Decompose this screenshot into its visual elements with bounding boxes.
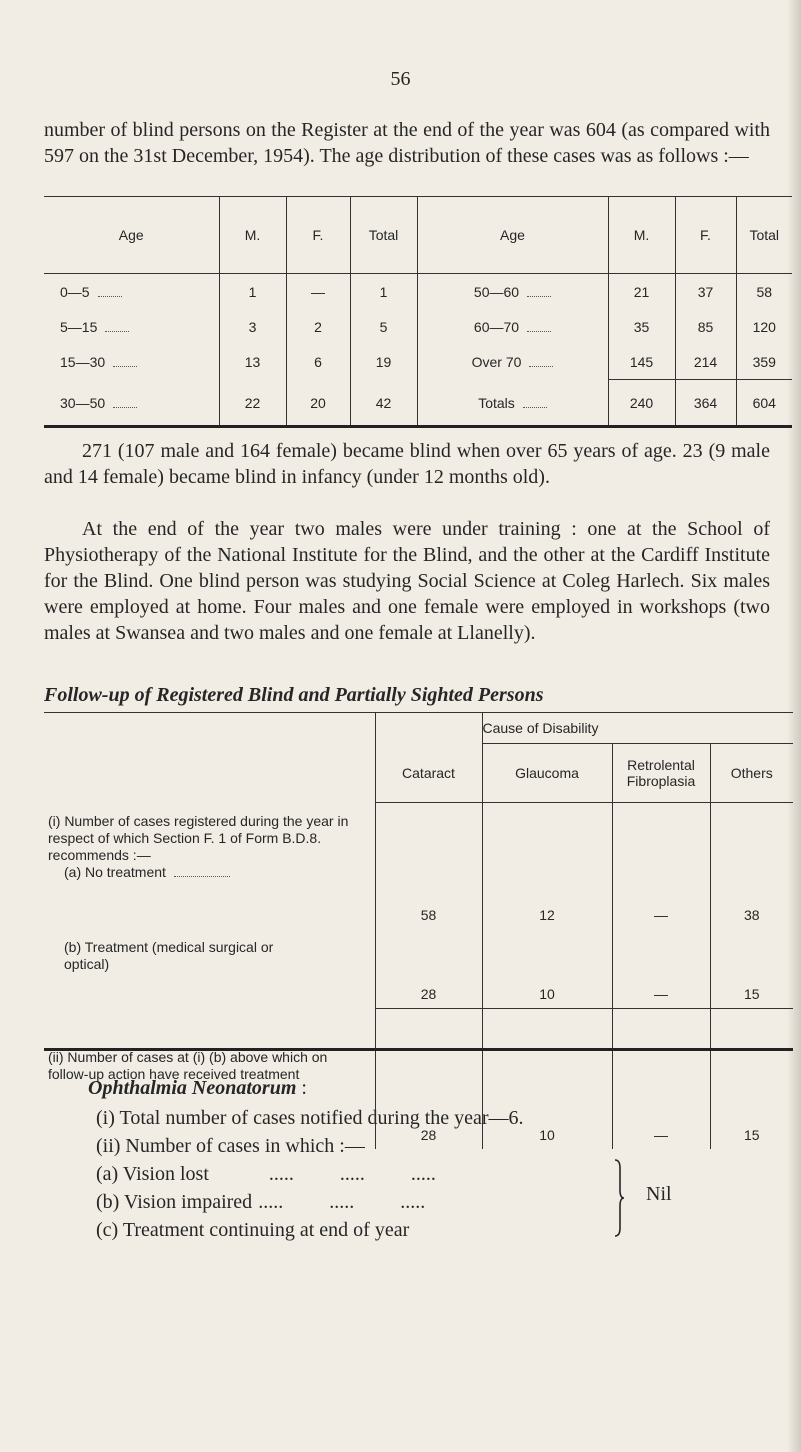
age-distribution-table bbox=[44, 197, 792, 426]
header-male-1: M. bbox=[219, 197, 286, 274]
ophthalmia-section bbox=[88, 1074, 524, 1244]
table-row bbox=[44, 309, 792, 344]
followup-table-bottom-rule bbox=[44, 1048, 793, 1051]
ophthalmia-nil-value: Nil bbox=[646, 1183, 672, 1205]
ophthalmia-line-i: (i) Total number of cases notified during the year—6. bbox=[96, 1107, 524, 1129]
header-female-1: F. bbox=[286, 197, 350, 274]
header-age-1: Age bbox=[44, 197, 219, 274]
table-row bbox=[44, 929, 793, 1009]
female-cell: 20 bbox=[286, 380, 350, 427]
age-table-bottom-rule bbox=[44, 425, 792, 428]
row-a-label: (a) No treatment bbox=[48, 864, 375, 881]
male-cell: 145 bbox=[608, 344, 675, 380]
total-cell: 1 bbox=[350, 274, 417, 310]
total-cell: 58 bbox=[736, 274, 792, 310]
age-cell: 15—30 bbox=[44, 344, 219, 380]
female-total-cell: 364 bbox=[675, 380, 736, 427]
age-table-header-row bbox=[44, 197, 792, 274]
table-row bbox=[44, 803, 793, 929]
age-cell: 50—60 bbox=[417, 274, 608, 310]
value-cell: — bbox=[612, 1009, 710, 1149]
row-ii-label: (ii) Number of cases at (i) (b) above which on follow-up action have received treatment bbox=[48, 1048, 328, 1082]
total-cell: 19 bbox=[350, 344, 417, 380]
female-cell: 85 bbox=[675, 309, 736, 344]
male-cell: 35 bbox=[608, 309, 675, 344]
total-cell: 42 bbox=[350, 380, 417, 427]
header-total-2: Total bbox=[736, 197, 792, 274]
female-cell: 6 bbox=[286, 344, 350, 380]
male-cell: 13 bbox=[219, 344, 286, 380]
age-cell: 30—50 bbox=[44, 380, 219, 427]
followup-heading: Follow-up of Registered Blind and Partially Sighted Persons bbox=[44, 684, 544, 706]
page-number: 56 bbox=[390, 68, 411, 90]
male-cell: 22 bbox=[219, 380, 286, 427]
ophthalmia-item-c: (c) Treatment continuing at end of year bbox=[96, 1219, 410, 1241]
row-i-intro: (i) Number of cases registered during the year in respect of which Section F. 1 of Form B.D.8. recommends :— bbox=[48, 812, 349, 863]
table-row bbox=[44, 380, 792, 427]
male-cell: 1 bbox=[219, 274, 286, 310]
value-cell: 10 bbox=[482, 929, 612, 1009]
row-b-label: (b) Treatment (medical surgical or optical) bbox=[64, 938, 274, 972]
ophthalmia-item-a: (a) Vision lost ..... ..... ..... bbox=[96, 1163, 436, 1185]
value-cell: 15 bbox=[710, 929, 793, 1009]
male-cell: 3 bbox=[219, 309, 286, 344]
column-cataract: Cataract bbox=[375, 744, 482, 803]
value-cell: — bbox=[612, 929, 710, 1009]
value-cell: 38 bbox=[710, 803, 793, 929]
value-cell: 12 bbox=[482, 803, 612, 929]
cause-header-row bbox=[44, 713, 793, 744]
total-cell: 120 bbox=[736, 309, 792, 344]
right-brace-icon bbox=[614, 1158, 624, 1238]
value-cell: 28 bbox=[375, 1009, 482, 1149]
value-cell: — bbox=[612, 803, 710, 929]
value-cell: 10 bbox=[482, 1009, 612, 1149]
header-age-2: Age bbox=[417, 197, 608, 274]
age-summary-paragraph: 271 (107 male and 164 female) became blind when over 65 years of age. 23 (9 male and 14 female) became blind in infancy (under 12 months old). bbox=[44, 440, 770, 488]
female-cell: 2 bbox=[286, 309, 350, 344]
female-cell: 214 bbox=[675, 344, 736, 380]
header-female-2: F. bbox=[675, 197, 736, 274]
training-paragraph: At the end of the year two males were under training : one at the School of Physiotherapy of the National Institute for the Blind, and the other at the Cardiff Institute for the Blind. One blind person was studying Social Science at Coleg Harlech. Six males were employed at home. Four males and one female were employed in workshops (two males at Swansea and two males and one female at Llanelly). bbox=[44, 518, 770, 644]
cause-spacer-cell bbox=[375, 713, 482, 744]
age-cell: 60—70 bbox=[417, 309, 608, 344]
total-cell: 5 bbox=[350, 309, 417, 344]
table-row bbox=[44, 344, 792, 380]
male-cell: 21 bbox=[608, 274, 675, 310]
total-cell: 359 bbox=[736, 344, 792, 380]
age-cell: Over 70 bbox=[417, 344, 608, 380]
value-cell: 58 bbox=[375, 803, 482, 929]
value-cell: 28 bbox=[375, 929, 482, 1009]
male-total-cell: 240 bbox=[608, 380, 675, 427]
ophthalmia-item-b: (b) Vision impaired ..... ..... ..... bbox=[96, 1191, 426, 1213]
column-others: Others bbox=[710, 744, 793, 803]
intro-paragraph: number of blind persons on the Register at the end of the year was 604 (as compared with 597 on the 31st December, 1954). The age distribution of these cases was as follows :— bbox=[44, 119, 770, 167]
age-cell: 0—5 bbox=[44, 274, 219, 310]
header-male-2: M. bbox=[608, 197, 675, 274]
header-total-1: Total bbox=[350, 197, 417, 274]
column-glaucoma: Glaucoma bbox=[482, 744, 612, 803]
ophthalmia-line-ii: (ii) Number of cases in which :— bbox=[96, 1135, 365, 1157]
grand-total-cell: 604 bbox=[736, 380, 792, 427]
table-row bbox=[44, 274, 792, 310]
ophthalmia-title: Ophthalmia Neonatorum : bbox=[88, 1077, 307, 1099]
totals-label-cell: Totals bbox=[417, 380, 608, 427]
age-cell: 5—15 bbox=[44, 309, 219, 344]
cause-of-disability-header: Cause of Disability bbox=[482, 713, 793, 744]
female-cell: — bbox=[286, 274, 350, 310]
blank-corner-cell bbox=[44, 713, 375, 803]
column-retrolental-fibroplasia: Retrolental Fibroplasia bbox=[612, 744, 710, 803]
value-cell: 15 bbox=[710, 1009, 793, 1149]
female-cell: 37 bbox=[675, 274, 736, 310]
row-label bbox=[44, 803, 375, 929]
